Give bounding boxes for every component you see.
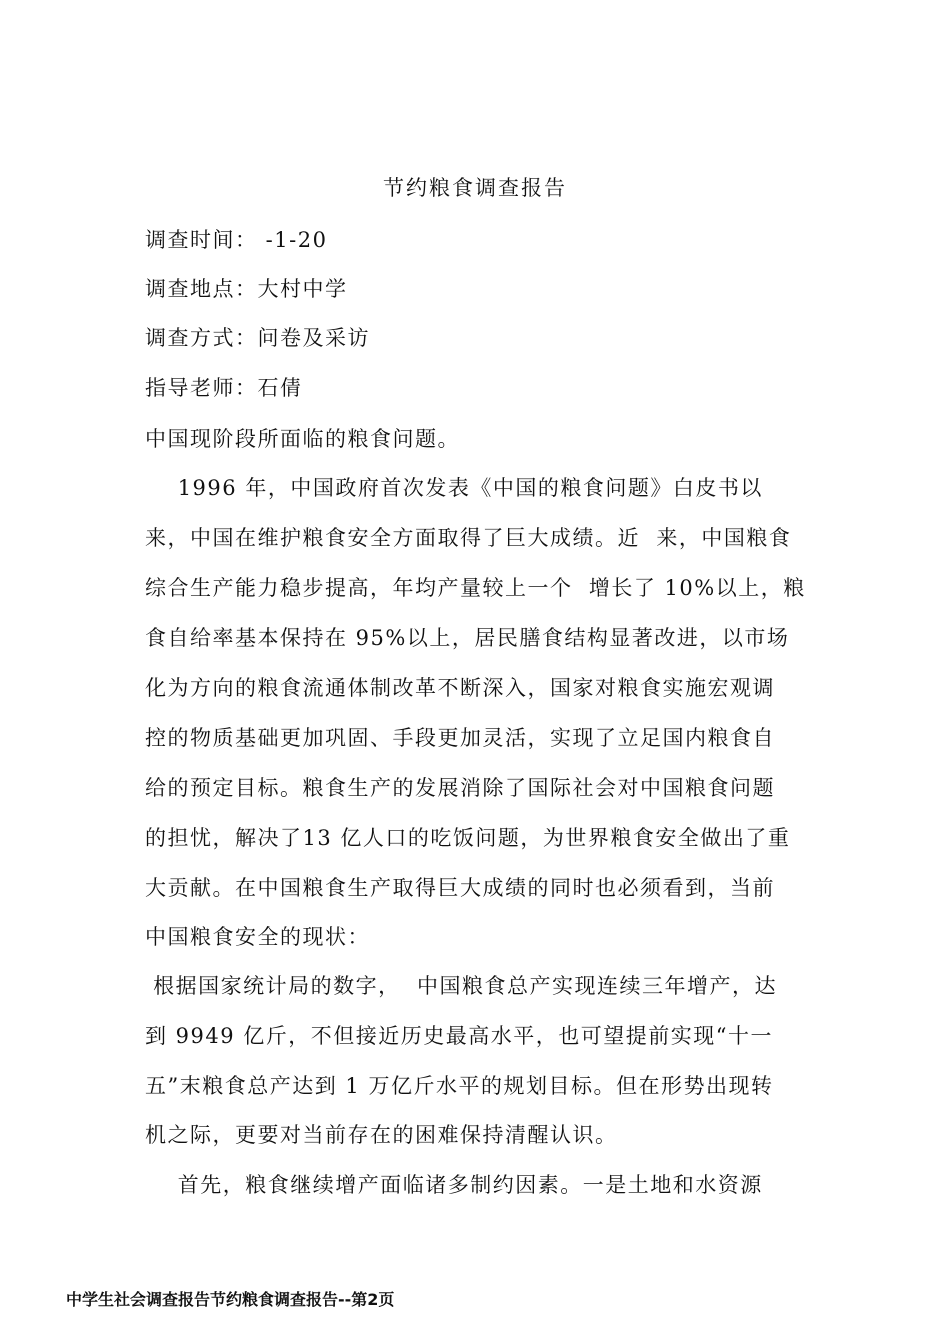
meta-survey-place: 调查地点：大村中学	[145, 277, 348, 301]
meta-supervisor: 指导老师：石倩	[145, 376, 303, 400]
paragraph-line: 到 9949 亿斤，不但接近历史最高水平，也可望提前实现“十一	[145, 1024, 774, 1048]
paragraph-line: 控的物质基础更加巩固、手段更加灵活，实现了立足国内粮食自	[145, 726, 775, 750]
paragraph-line: 食自给率基本保持在 95%以上，居民膳食结构显著改进，以市场	[145, 626, 790, 650]
paragraph-line: 五”末粮食总产达到 1 万亿斤水平的规划目标。但在形势出现转	[145, 1074, 774, 1098]
paragraph-line: 1996 年，中国政府首次发表《中国的粮食问题》白皮书以	[145, 476, 763, 500]
paragraph-line: 机之际，更要对当前存在的困难保持清醒认识。	[145, 1123, 618, 1147]
paragraph-line: 根据国家统计局的数字， 中国粮食总产实现连续三年增产，达	[145, 974, 778, 998]
paragraph-line: 首先，粮食继续增产面临诸多制约因素。一是土地和水资源	[145, 1173, 763, 1197]
paragraph-line: 中国粮食安全的现状：	[145, 925, 370, 949]
paragraph-line: 化为方向的粮食流通体制改革不断深入，国家对粮食实施宏观调	[145, 676, 775, 700]
document-title: 节约粮食调查报告	[383, 176, 567, 200]
paragraph-line: 的担忧，解决了13 亿人口的吃饭问题，为世界粮食安全做出了重	[145, 826, 791, 850]
meta-survey-time: 调查时间： -1-20	[145, 228, 328, 252]
section-heading: 中国现阶段所面临的粮食问题。	[145, 427, 460, 451]
paragraph-line: 给的预定目标。粮食生产的发展消除了国际社会对中国粮食问题	[145, 776, 775, 800]
meta-survey-method: 调查方式：问卷及采访	[145, 326, 370, 350]
paragraph-line: 大贡献。在中国粮食生产取得巨大成绩的同时也必须看到，当前	[145, 876, 775, 900]
paragraph-line: 来，中国在维护粮食安全方面取得了巨大成绩。近 来，中国粮食	[145, 526, 792, 550]
page-footer: 中学生社会调查报告节约粮食调查报告--第2页	[66, 1290, 395, 1309]
paragraph-line: 综合生产能力稳步提高，年均产量较上一个 增长了 10%以上，粮	[145, 576, 806, 600]
